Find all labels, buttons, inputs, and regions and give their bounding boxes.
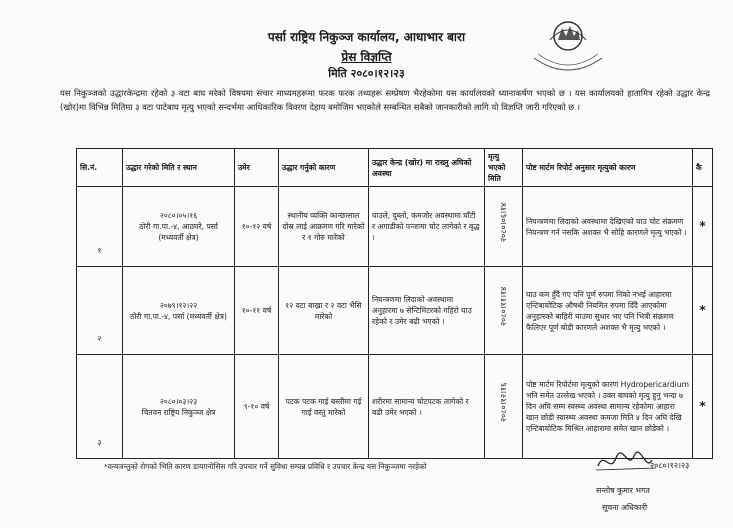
header-death-date: मृत्यु भएको मिति (485, 149, 523, 187)
row-sn: २ (77, 267, 123, 355)
rescue-cell (123, 355, 235, 459)
rescue-place: ठोरी गा.पा.-४, पर्सा (मध्यवर्ती क्षेत्र) (130, 311, 227, 321)
death-date: २०८०।१२।१६ (499, 382, 508, 422)
condition-cell: नियन्त्रणमा लिदाको अवस्थामा अनुहारमा ७ सेन्टिमिटरको गहिरो घाउ रहेको र उमेर बढी भएको । (369, 267, 485, 355)
cause-cell: पोष्ट मार्टम रिपोर्टमा मृत्युको कारण Hydropericardium भनि समेत उल्लेख भएको । उक्त बाघको मृत्यु हुनु भन्दा ७ दिन अघि सम्म स्वस्थ्य अवस्था सामान्य रहेकोमा आहारा खान छोडी स्वास्थ्य अवस्था कमजा मिति ४ दिन अघि देखि एन्टिबायोटिक मिश्रित आहारामा समेत खान छोडेको । (523, 355, 693, 459)
death-date-cell (485, 267, 523, 355)
intro-paragraph: यस निकुञ्जको उद्धारकेन्द्रमा रहेको ३ वटा बाघ मरेको विषयमा संचार माध्यमहरूमा फरक फरक तथ्यहरू सम्प्रेषण भैरहेकोमा यस कार्यालयको ध्यानाकर्षण भएको छ । यस कार्यालयको हातामित्र रहेको उद्धार केन्द्र (खोर)मा विभिन्न मितिमा ३ वटा पाटेबाघ मृत्यु भएको सन्दर्भमा आधिकारिक विवरण देहाय बमोजिम भएकोले सम्बन्धित सबैको जानकारीको लागि यो विज्ञप्ति जारी गरिएको छ । (60, 88, 710, 112)
handwritten-signature (594, 448, 690, 476)
age-cell: १०-१२ वर्ष (235, 187, 279, 267)
death-date-cell (485, 187, 523, 267)
signature-date: २०८०।१२।२३ (650, 461, 690, 470)
rescue-cell (123, 187, 235, 267)
remark-cell: * (693, 267, 713, 355)
signatory-title: सूचना अधिकारी (602, 503, 648, 512)
release-date: मिति २०८०।१२।२३ (328, 67, 405, 80)
tiger-death-table (76, 148, 713, 459)
footnote: *वन्यजन्तुको रोगको भिति कारण डायगनोसिस गरि उपचार गर्ने सुविधा सम्पन्न प्रविधि र उपचार केन्द्र यस निकुञ्जमा नरहेको (104, 462, 427, 471)
row-sn: ३ (77, 355, 123, 459)
table-row (77, 267, 713, 355)
rescue-place: ठोरी गा.पा.-४, आठघरे, पर्सा (मध्यवर्ती क्षेत्र) (139, 222, 218, 242)
table-row (77, 355, 713, 459)
remark-cell: * (693, 355, 713, 459)
rescue-cell (123, 267, 235, 355)
condition-cell: शरीरमा सामान्य चोटपटक लागेको र बढी उमेर भएको । (369, 355, 485, 459)
office-title: पर्सा राष्ट्रिय निकुञ्ज कार्यालय, आधाभार बारा (267, 30, 466, 44)
header-cause: पोष्ट मार्टम रिपोर्ट अनुसार मृत्युको कारण (523, 149, 693, 187)
reason-cell: पटक पटक गाई बस्तीमा गई गाई वस्तु मारेको (279, 355, 369, 459)
rescue-date: २०८०।०५।१६ (159, 211, 198, 220)
header-remark: कै (693, 149, 713, 187)
table-row (77, 187, 713, 267)
reason-cell: स्थानीय व्यक्ति कान्छासाल दोस्र लाई आक्रमण गरि मारेको र १ गोरु मारेको (279, 187, 369, 267)
rescue-date: २०८०।०३।२३ (159, 396, 198, 406)
death-date: २०८०।०६।१४ (499, 202, 508, 242)
table-header-row (77, 149, 713, 187)
header-age: उमेर (235, 149, 279, 187)
cause-cell: घाउ कम हुँदै गए पनि पूर्ण रुपमा निको नभई आहारमा एन्टिबायोटिक औषधी नियमित रुपमा दिँदै आएकोमा अनुहारको बाहिरी घाउमा सुधार भए पनि भित्री संक्रमण फैलिएर पूर्ण बोडी कारणले अशक्त भै मृत्यु भएको । (523, 267, 693, 355)
row-sn: १ (77, 187, 123, 267)
reason-cell: १२ वटा बाख्रा र २ वटा भैसि मारेको (279, 267, 369, 355)
death-date: २०८०।११।१४ (499, 286, 508, 326)
age-cell: १०-११ वर्ष (235, 267, 279, 355)
header-reason: उद्धार गर्नुको कारण (279, 149, 369, 187)
header-rescue: उद्धार गरेको मिति र स्थान (123, 149, 235, 187)
press-release-title: प्रेस विज्ञप्ति (341, 50, 392, 64)
signatory-name: सन्तोष कुमार भगत (596, 486, 650, 495)
remark-cell: * (693, 187, 713, 267)
age-cell: ९-१० वर्ष (235, 355, 279, 459)
header-condition: उद्धार केन्द्र (खोर) मा राख्नु अघिको अवस्था (369, 149, 485, 187)
cause-cell: नियन्त्रणमा लिदाको अवस्थामा देखिएको घाउ चोट संक्रमण नियन्त्रण गर्न नसकि अशक्त भै सोहि कारणले मृत्यु भएको । (523, 187, 693, 267)
condition-cell: घाउले, दुब्लो, कमजोर अवस्थामा घाँटी र अगाडीको पन्जामा चोट लागेको र बृद्ध । (369, 187, 485, 267)
rescue-date: २०७९।१२।२२ (159, 300, 198, 310)
svg-text:· · · · · · ·: · · · · · · · (555, 67, 581, 74)
death-date-cell (485, 355, 523, 459)
header-sn: सि.नं. (77, 149, 123, 187)
rescue-place: चितवन राष्ट्रिय निकुञ्ज क्षेत्र (141, 407, 216, 417)
